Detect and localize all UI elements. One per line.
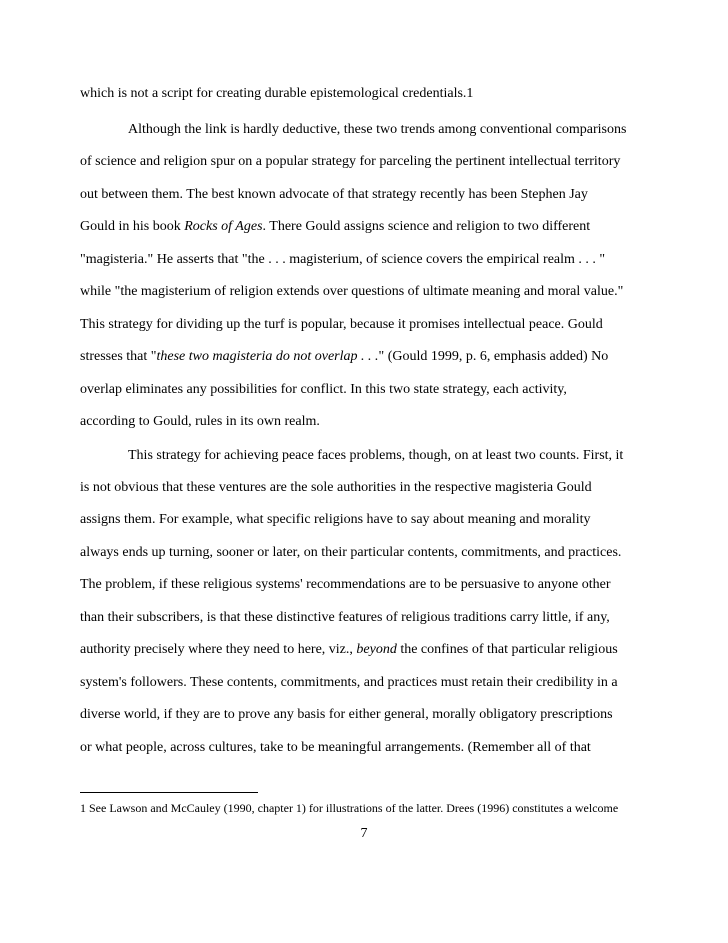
body-line-8: This strategy for dividing up the turf is popular, because it promises intellectual peace. Gould bbox=[80, 317, 603, 332]
body-line-19: system's followers. These contents, commitments, and practices must retain their credibility in a bbox=[80, 675, 618, 690]
body-line-20: diverse world, if they are to prove any basis for either general, morally obligatory prescriptions bbox=[80, 707, 613, 722]
body-line-11: according to Gould, rules in its own realm. bbox=[80, 414, 320, 429]
body-line-4: out between them. The best known advocate of that strategy recently has been Stephen Jay bbox=[80, 187, 588, 202]
body-line-5-start: Gould in his book bbox=[80, 219, 185, 234]
body-line-16: The problem, if these religious systems' recommendations are to be persuasive to anyone other bbox=[80, 577, 611, 592]
emphasized-quote: these two magisteria do not overlap . . . bbox=[156, 349, 379, 364]
body-line-18-end: the confines of that particular religious bbox=[396, 642, 618, 657]
body-line-7: while "the magisterium of religion extends over questions of ultimate meaning and moral value." bbox=[80, 284, 624, 299]
body-line-2: Although the link is hardly deductive, these two trends among conventional comparisons bbox=[128, 122, 627, 137]
body-line-15: always ends up turning, sooner or later, on their particular contents, commitments, and practices. bbox=[80, 545, 622, 560]
body-line-9-end: " (Gould 1999, p. 6, emphasis added) No bbox=[378, 349, 609, 364]
footnote-separator bbox=[80, 792, 258, 793]
body-line-6: "magisteria." He asserts that "the . . . magisterium, of science covers the empirical realm . . . " bbox=[80, 252, 606, 267]
body-line-5 bbox=[80, 219, 590, 235]
body-line-12: This strategy for achieving peace faces problems, though, on at least two counts. First, it bbox=[128, 448, 624, 463]
body-line-3: of science and religion spur on a popular strategy for parceling the pertinent intellectual territory bbox=[80, 154, 621, 169]
body-line-18 bbox=[80, 642, 618, 658]
footnote: 1 See Lawson and McCauley (1990, chapter 1) for illustrations of the latter. Drees (1996) constitutes a welcome bbox=[80, 801, 619, 815]
body-line-10: overlap eliminates any possibilities for conflict. In this two state strategy, each activity, bbox=[80, 382, 567, 397]
body-line-17: than their subscribers, is that these distinctive features of religious traditions carry little, if any, bbox=[80, 610, 610, 625]
body-line-14: assigns them. For example, what specific religions have to say about meaning and morality bbox=[80, 512, 591, 527]
body-line-21: or what people, across cultures, take to be meaningful arrangements. (Remember all of that bbox=[80, 740, 591, 755]
body-line-13: is not obvious that these ventures are the sole authorities in the respective magisteria Gould bbox=[80, 480, 592, 495]
body-line-18-start: authority precisely where they need to here, viz., bbox=[80, 642, 357, 657]
book-title: Rocks of Ages bbox=[184, 219, 263, 234]
page-number: 7 bbox=[360, 826, 368, 841]
body-line-1: which is not a script for creating durable epistemological credentials.1 bbox=[80, 86, 474, 101]
body-line-5-end: . There Gould assigns science and religion to two different bbox=[262, 219, 591, 234]
body-line-9-start: stresses that " bbox=[80, 349, 157, 364]
emphasized-word: beyond bbox=[356, 642, 397, 657]
body-line-9 bbox=[80, 349, 608, 365]
